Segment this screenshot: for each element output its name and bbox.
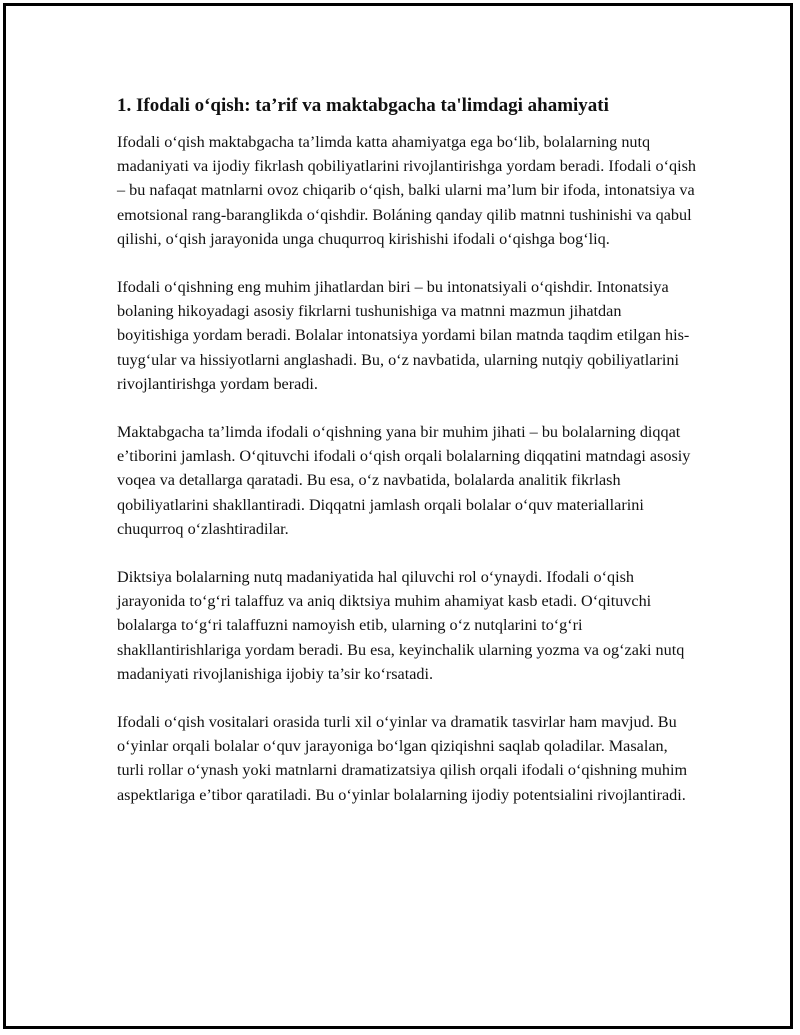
section-heading: 1. Ifodali o‘qish: ta’rif va maktabgacha ta'limdagi ahamiyati bbox=[117, 95, 609, 116]
paragraph-1: Ifodali o‘qish maktabgacha ta’limda katta ahamiyatga ega bo‘lib, bolalarning nutq madaniyati va ijodiy fikrlash qobiliyatlarini rivojlantirishga yordam beradi. Ifodali o‘qish – bu nafaqat matnlarni ovoz chiqarib o‘qish, balki ularni ma’lum bir ifoda, intonatsiya va emotsional rang-baranglikda o‘qishdir. Boláning qanday qilib matnni tushinishi va qabul qilishi, o‘qish jarayonida unga chuqurroq kirishishi ifodali o‘qishga bog‘liq. bbox=[117, 133, 697, 248]
paragraph-4: Diktsiya bolalarning nutq madaniyatida hal qiluvchi rol o‘ynaydi. Ifodali o‘qish jarayonida to‘g‘ri talaffuz va aniq diktsiya muhim ahamiyat kasb etadi. O‘qituvchi bolalarga to‘g‘ri talaffuzni namoyish etib, ularning o‘z nutqlarini to‘g‘ri shakllantirishlariga yordam beradi. Bu esa, keyinchalik ularning yozma va og‘zaki nutq madaniyati rivojlanishiga ijobiy ta’sir ko‘rsatadi. bbox=[117, 568, 685, 683]
paragraph-5: Ifodali o‘qish vositalari orasida turli xil o‘yinlar va dramatik tasvirlar ham mavjud. Bu o‘yinlar orqali bolalar o‘quv jarayoniga bo‘lgan qiziqishni saqlab qoladilar. Masalan, turli rollar o‘ynash yoki matnlarni dramatizatsiya qilish orqali ifodali o‘qishning muhim aspektlariga e’tibor qaratiladi. Bu o‘yinlar bolalarning ijodiy potentsialini rivojlantiradi. bbox=[117, 713, 688, 804]
document-body bbox=[117, 92, 697, 831]
paragraph-3: Maktabgacha ta’limda ifodali o‘qishning yana bir muhim jihati – bu bolalarning diqqat e’tiborini jamlash. O‘qituvchi ifodali o‘qish orqali bolalarning diqqatini matndagi asosiy voqea va detallarga qaratadi. Bu esa, o‘z navbatida, bolalarda analitik fikrlash qobiliyatlarini shakllantiradi. Diqqatni jamlash orqali bolalar o‘quv materiallarini chuqurroq o‘zlashtiradilar. bbox=[117, 423, 691, 538]
paragraph-2: Ifodali o‘qishning eng muhim jihatlardan biri – bu intonatsiyali o‘qishdir. Intonatsiya bolaning hikoyadagi asosiy fikrlarni tushunishiga va matnni mazmun jihatdan boyitishiga yordam beradi. Bolalar intonatsiya yordami bilan matnda taqdim etilgan his-tuyg‘ular va hissiyotlarni anglashadi. Bu, o‘z navbatida, ularning nutqiy qobiliyatlarini rivojlantirishga yordam beradi. bbox=[117, 278, 690, 393]
